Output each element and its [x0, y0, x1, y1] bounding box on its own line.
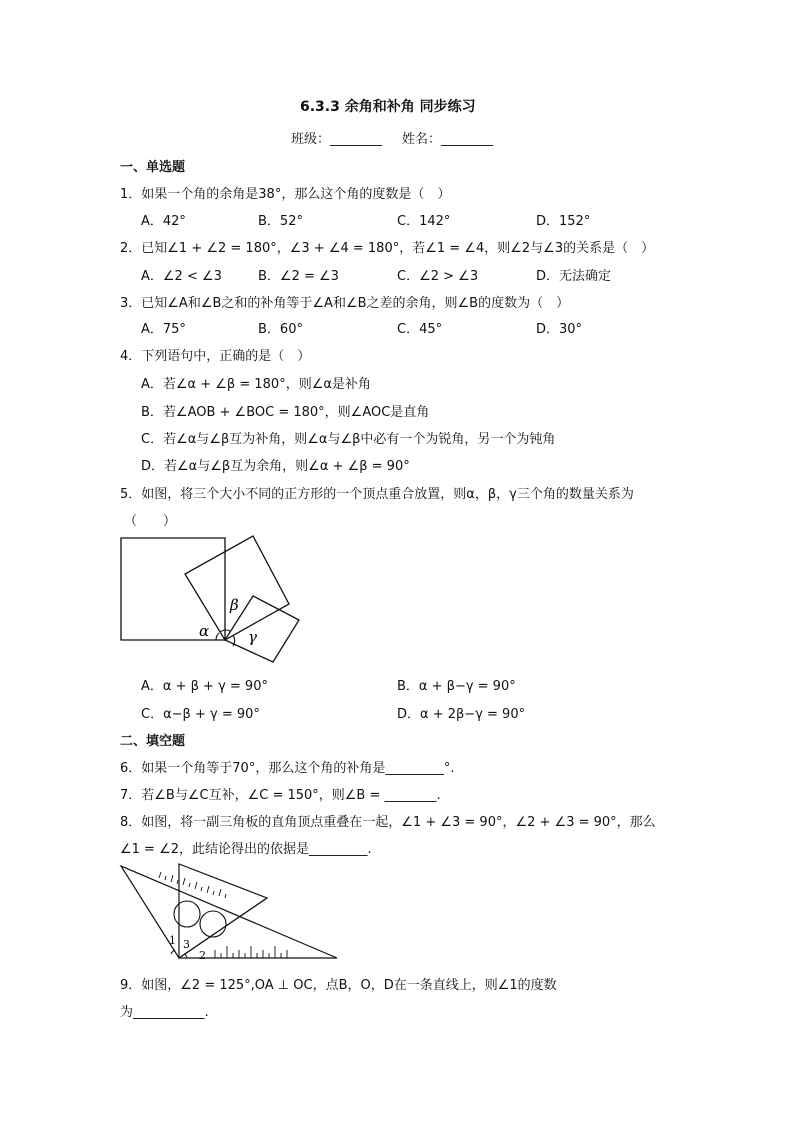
overlap-edge: [179, 898, 267, 958]
q3-option-d: D．30°: [536, 322, 583, 337]
q9-stem-cont: 为___________.: [120, 1005, 209, 1020]
q8-set-squares-figure: [115, 858, 345, 966]
set-square-large: [121, 866, 337, 958]
ruler-ticks-top: [159, 872, 226, 898]
q1-option-b: B．52°: [258, 214, 303, 229]
q4-option-d: D．若∠α与∠β互为余角，则∠α + ∠β = 90°: [141, 459, 410, 474]
q5-squares-figure: [115, 530, 315, 670]
beta-label: β: [230, 596, 239, 614]
q4-option-b: B．若∠AOB + ∠BOC = 180°，则∠AOC是直角: [141, 405, 430, 420]
angle-label-2: 2: [199, 949, 206, 962]
set-square-small: [179, 864, 267, 958]
q5-option-d: D．α + 2β−γ = 90°: [397, 707, 526, 722]
section-single-choice: 一、单选题: [120, 160, 186, 175]
q3-option-a: A．75°: [141, 322, 186, 337]
q2-option-c: C．∠2 > ∠3: [397, 269, 479, 284]
q5-option-c: C．α−β + γ = 90°: [141, 707, 260, 722]
angle-label-1: 1: [169, 934, 176, 947]
q3-stem: 3．已知∠A和∠B之和的补角等于∠A和∠B之差的余角，则∠B的度数为（ ）: [120, 296, 570, 311]
q4-option-c: C．若∠α与∠β互为补角，则∠α与∠β中必有一个为锐角，另一个为钝角: [141, 432, 556, 447]
hole-circle-1: [174, 901, 200, 927]
page-title: 6.3.3 余角和补角 同步练习: [300, 99, 476, 115]
q4-stem: 4．下列语句中，正确的是（ ）: [120, 349, 311, 364]
q5-option-a: A．α + β + γ = 90°: [141, 679, 268, 694]
name-field: 姓名：________: [402, 132, 494, 147]
ruler-ticks-bottom: [215, 946, 287, 958]
q8-stem: 8．如图，将一副三角板的直角顶点重叠在一起，∠1 + ∠3 = 90°，∠2 + ∠3 = 90°，那么: [120, 815, 656, 830]
hole-circle-2: [200, 911, 226, 937]
class-field: 班级：________: [291, 132, 383, 147]
section-fill-blank: 二、填空题: [120, 734, 186, 749]
angle-arc-1: [171, 950, 175, 954]
q5-stem-cont: （ ）: [124, 514, 177, 529]
q4-option-a: A．若∠α + ∠β = 180°，则∠α是补角: [141, 377, 371, 392]
q2-option-a: A．∠2 < ∠3: [141, 269, 222, 284]
q7-stem: 7．若∠B与∠C互补，∠C = 150°，则∠B = ________.: [120, 788, 441, 803]
q1-option-c: C．142°: [397, 214, 451, 229]
q2-option-b: B．∠2 = ∠3: [258, 269, 339, 284]
q1-stem: 1．如果一个角的余角是38°，那么这个角的度数是（ ）: [120, 187, 451, 202]
q1-option-a: A．42°: [141, 214, 186, 229]
large-square: [121, 538, 225, 640]
alpha-arc: [216, 633, 219, 640]
q3-option-c: C．45°: [397, 322, 443, 337]
q5-option-b: B．α + β−γ = 90°: [397, 679, 516, 694]
q6-stem: 6．如果一个角等于70°，那么这个角的补角是_________°.: [120, 761, 455, 776]
q1-option-d: D．152°: [536, 214, 591, 229]
angle-label-3: 3: [183, 938, 190, 951]
q3-option-b: B．60°: [258, 322, 303, 337]
q5-stem: 5．如图，将三个大小不同的正方形的一个顶点重合放置，则α，β，γ三个角的数量关系为: [120, 487, 634, 502]
q8-stem-cont: ∠1 = ∠2，此结论得出的依据是_________.: [120, 842, 372, 857]
alpha-label: α: [199, 622, 210, 640]
q2-stem: 2．已知∠1 + ∠2 = 180°，∠3 + ∠4 = 180°，若∠1 = ∠4，则∠2与∠3的关系是（ ）: [120, 241, 655, 256]
q9-stem: 9．如图，∠2 = 125°,OA ⊥ OC，点B，O，D在一条直线上，则∠1的度数: [120, 978, 557, 993]
q2-option-d: D．无法确定: [536, 269, 612, 284]
gamma-label: γ: [248, 628, 257, 646]
